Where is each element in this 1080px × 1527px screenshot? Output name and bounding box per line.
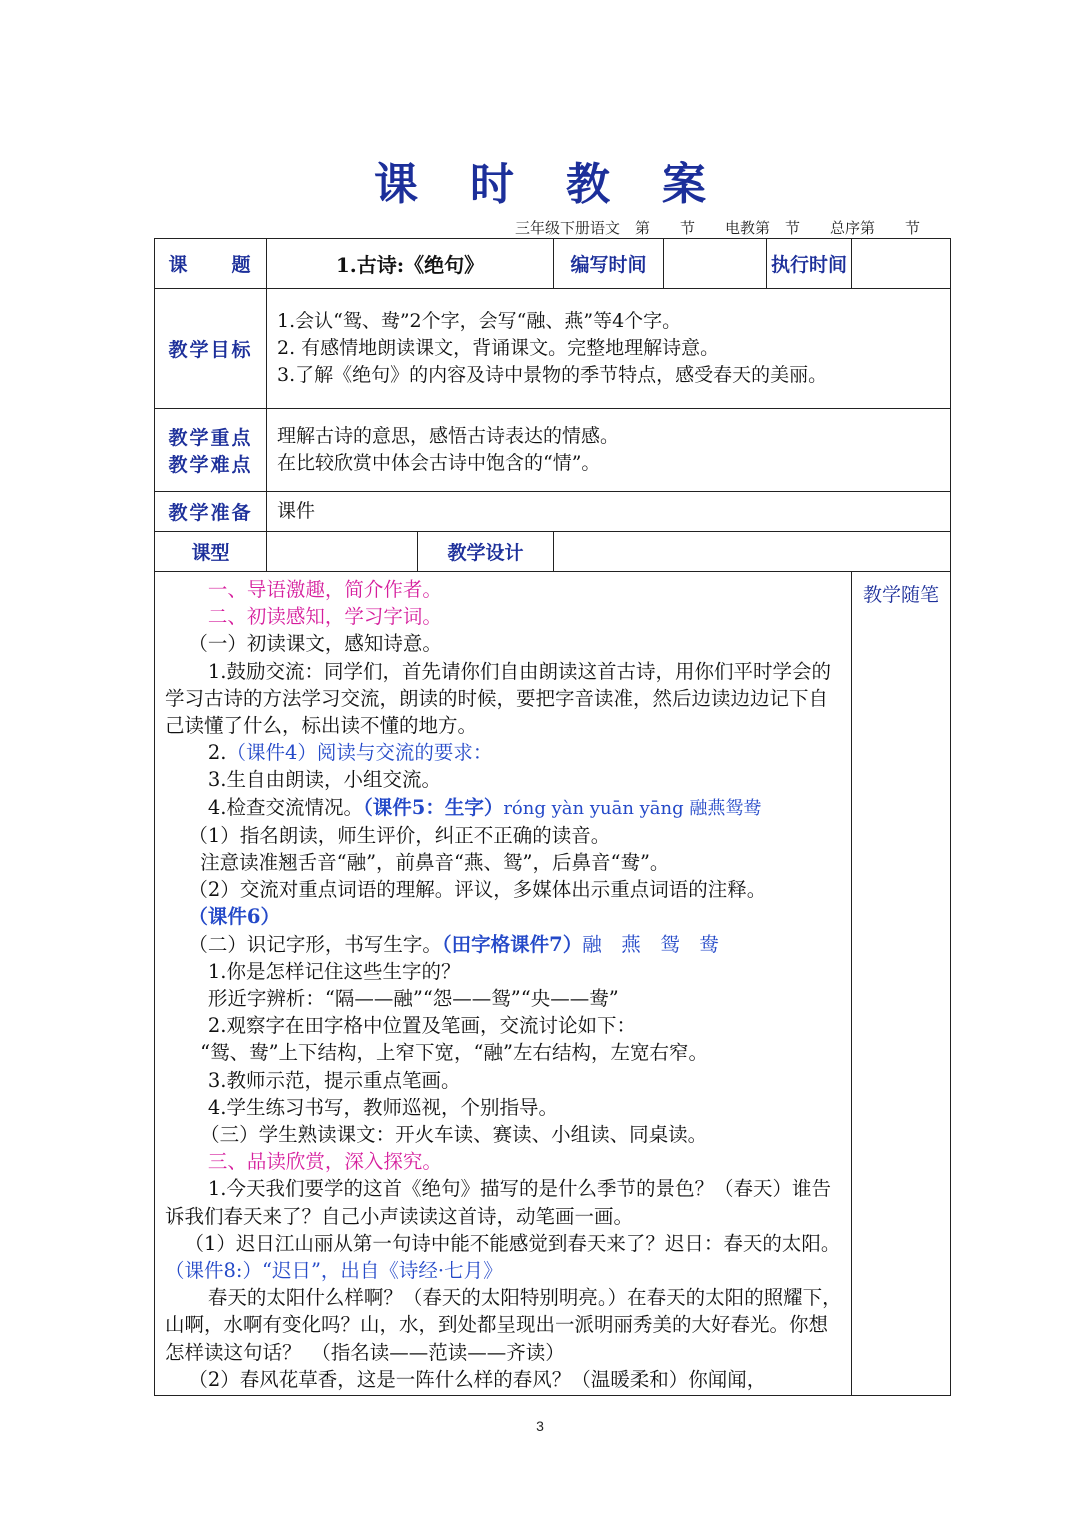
topic-value: 1.古诗:《绝句》: [267, 239, 554, 289]
paragraph: 1.你是怎样记住这些生字的？: [207, 959, 461, 983]
key-point-text: 理解古诗的意思，感悟古诗表达的情感。: [277, 425, 620, 447]
goals-list: [267, 289, 951, 409]
paragraph: [165, 794, 843, 822]
paragraph: 形近字辨析：“隔——融”“怨——鸳”“央——鸯”: [207, 987, 619, 1011]
design-label: 教学设计: [418, 532, 554, 572]
goals-label: 教学目标: [155, 289, 267, 409]
goals-row: [155, 289, 951, 409]
title-char: 案: [662, 159, 706, 210]
title-char: 时: [470, 159, 514, 210]
section-heading: 一、导语激趣，简介作者。: [207, 578, 442, 601]
difficulty-text: 在比较欣赏中体会古诗中饱含的“情”。: [277, 452, 601, 474]
meta-line: 三年级下册语文 第 节 电教第 节 总序第 节: [514, 219, 920, 237]
paragraph: （2）春风花草香，这是一阵什么样的春风？（温暖柔和）你闻闻，: [188, 1367, 767, 1391]
topic-label: 课 题: [155, 239, 267, 289]
prep-value: 课件: [267, 492, 951, 532]
exec-time-value: [852, 239, 951, 289]
key-points-label: [155, 409, 267, 492]
exec-time-label: 执行时间: [767, 239, 852, 289]
write-time-label: 编写时间: [554, 239, 664, 289]
key-point-label: 教学重点: [168, 427, 253, 449]
paragraph: 3.生自由朗读，小组交流。: [207, 768, 441, 792]
design-content: [155, 572, 852, 1396]
paragraph: （三）学生熟读课文：开火车读、赛读、小组读、同桌读。: [200, 1123, 708, 1147]
paragraph: （1）指名朗读，师生评价，纠正不正确的读音。: [188, 823, 611, 847]
page-title: [0, 148, 1080, 212]
prep-row: [155, 492, 951, 532]
paragraph: 3.教师示范，提示重点笔画。: [207, 1068, 461, 1092]
paragraph: （一）初读课文，感知诗意。: [188, 632, 442, 656]
paragraph: （2）交流对重点词语的理解。评议，多媒体出示重点词语的注释。: [188, 878, 767, 902]
prep-label: 教学准备: [155, 492, 267, 532]
goal-item: 3.了解《绝句》的内容及诗中景物的季节特点，感受春天的美丽。: [277, 364, 828, 386]
text: （1）迟日江山丽从第一句诗中能不能感觉到春天来了？迟日：春天的太阳。: [184, 1231, 841, 1255]
key-points-content: [267, 409, 951, 492]
paragraph: 注意读准翘舌音“融”，前鼻音“燕、鸳”，后鼻音“鸯”。: [200, 851, 670, 875]
type-row: [155, 532, 951, 572]
lesson-plan-table: [154, 238, 951, 1396]
notes-column: [852, 572, 951, 1396]
design-row: [155, 572, 951, 1396]
paragraph: 1.今天我们要学的这首《绝句》描写的是什么季节的景色？（春天）谁告诉我们春天来了？自己小声读读这首诗，动笔画一画。: [165, 1177, 831, 1228]
notes-label: 教学随笔: [863, 584, 940, 606]
text: 2.: [207, 741, 227, 765]
text: （二）识记字形，书写生字。: [188, 932, 442, 956]
courseware-ref: （田字格课件7）: [441, 932, 583, 956]
paragraph: [165, 739, 843, 766]
courseware-ref: （课件5：生字）: [363, 795, 504, 819]
paragraph: 2.观察字在田字格中位置及笔画，交流讨论如下：: [207, 1014, 636, 1038]
paragraph: [165, 931, 843, 958]
title-char: 课: [374, 159, 418, 210]
courseware-ref: （课件6）: [188, 905, 280, 929]
goal-item: 1.会认“鸳、鸯”2个字，会写“融、燕”等4个字。: [277, 310, 682, 332]
key-points-row: [155, 409, 951, 492]
courseware-ref: （课件4）阅读与交流的要求：: [226, 741, 493, 765]
chars: 融 燕 鸳 鸯: [582, 932, 719, 956]
section-heading: 三、品读欣赏，深入探究。: [207, 1150, 442, 1174]
paragraph: [165, 1230, 843, 1284]
section-heading: 二、初读感知，学习字词。: [207, 605, 442, 629]
difficulty-label: 教学难点: [168, 454, 253, 476]
write-time-value: [664, 239, 767, 289]
paragraph: 1.鼓励交流：同学们，首先请你们自由朗读这首古诗，用你们平时学会的学习古诗的方法学习交流，朗读的时候，要把字音读准，然后边读边边记下自己读懂了什么，标出读不懂的地方。: [165, 659, 831, 738]
goal-item: 2. 有感情地朗读课文，背诵课文。完整地理解诗意。: [277, 337, 720, 359]
paragraph: 春天的太阳什么样啊？（春天的太阳特别明亮。）在春天的太阳的照耀下，山啊，水啊有变化吗？山，水，到处都呈现出一派明丽秀美的大好春光。你想怎样读这句话？ （指名读——范读——齐读）: [165, 1286, 842, 1364]
page-number: 3: [536, 1418, 544, 1434]
paragraph: 4.学生练习书写，教师巡视，个别指导。: [207, 1095, 558, 1119]
title-char: 教: [566, 159, 610, 210]
type-label: 课型: [155, 532, 267, 572]
courseware-ref: （课件8:）“迟日”，出自《诗经·七月》: [165, 1259, 503, 1283]
type-value: [267, 532, 418, 572]
text: 4.检查交流情况。: [207, 795, 363, 819]
pinyin-chars: róng yàn yuān yāng 融燕鸳鸯: [503, 797, 762, 819]
design-header-value: [554, 532, 951, 572]
topic-row: [155, 239, 951, 289]
paragraph: “鸳、鸯”上下结构，上窄下宽，“融”左右结构，左宽右窄。: [200, 1041, 708, 1065]
